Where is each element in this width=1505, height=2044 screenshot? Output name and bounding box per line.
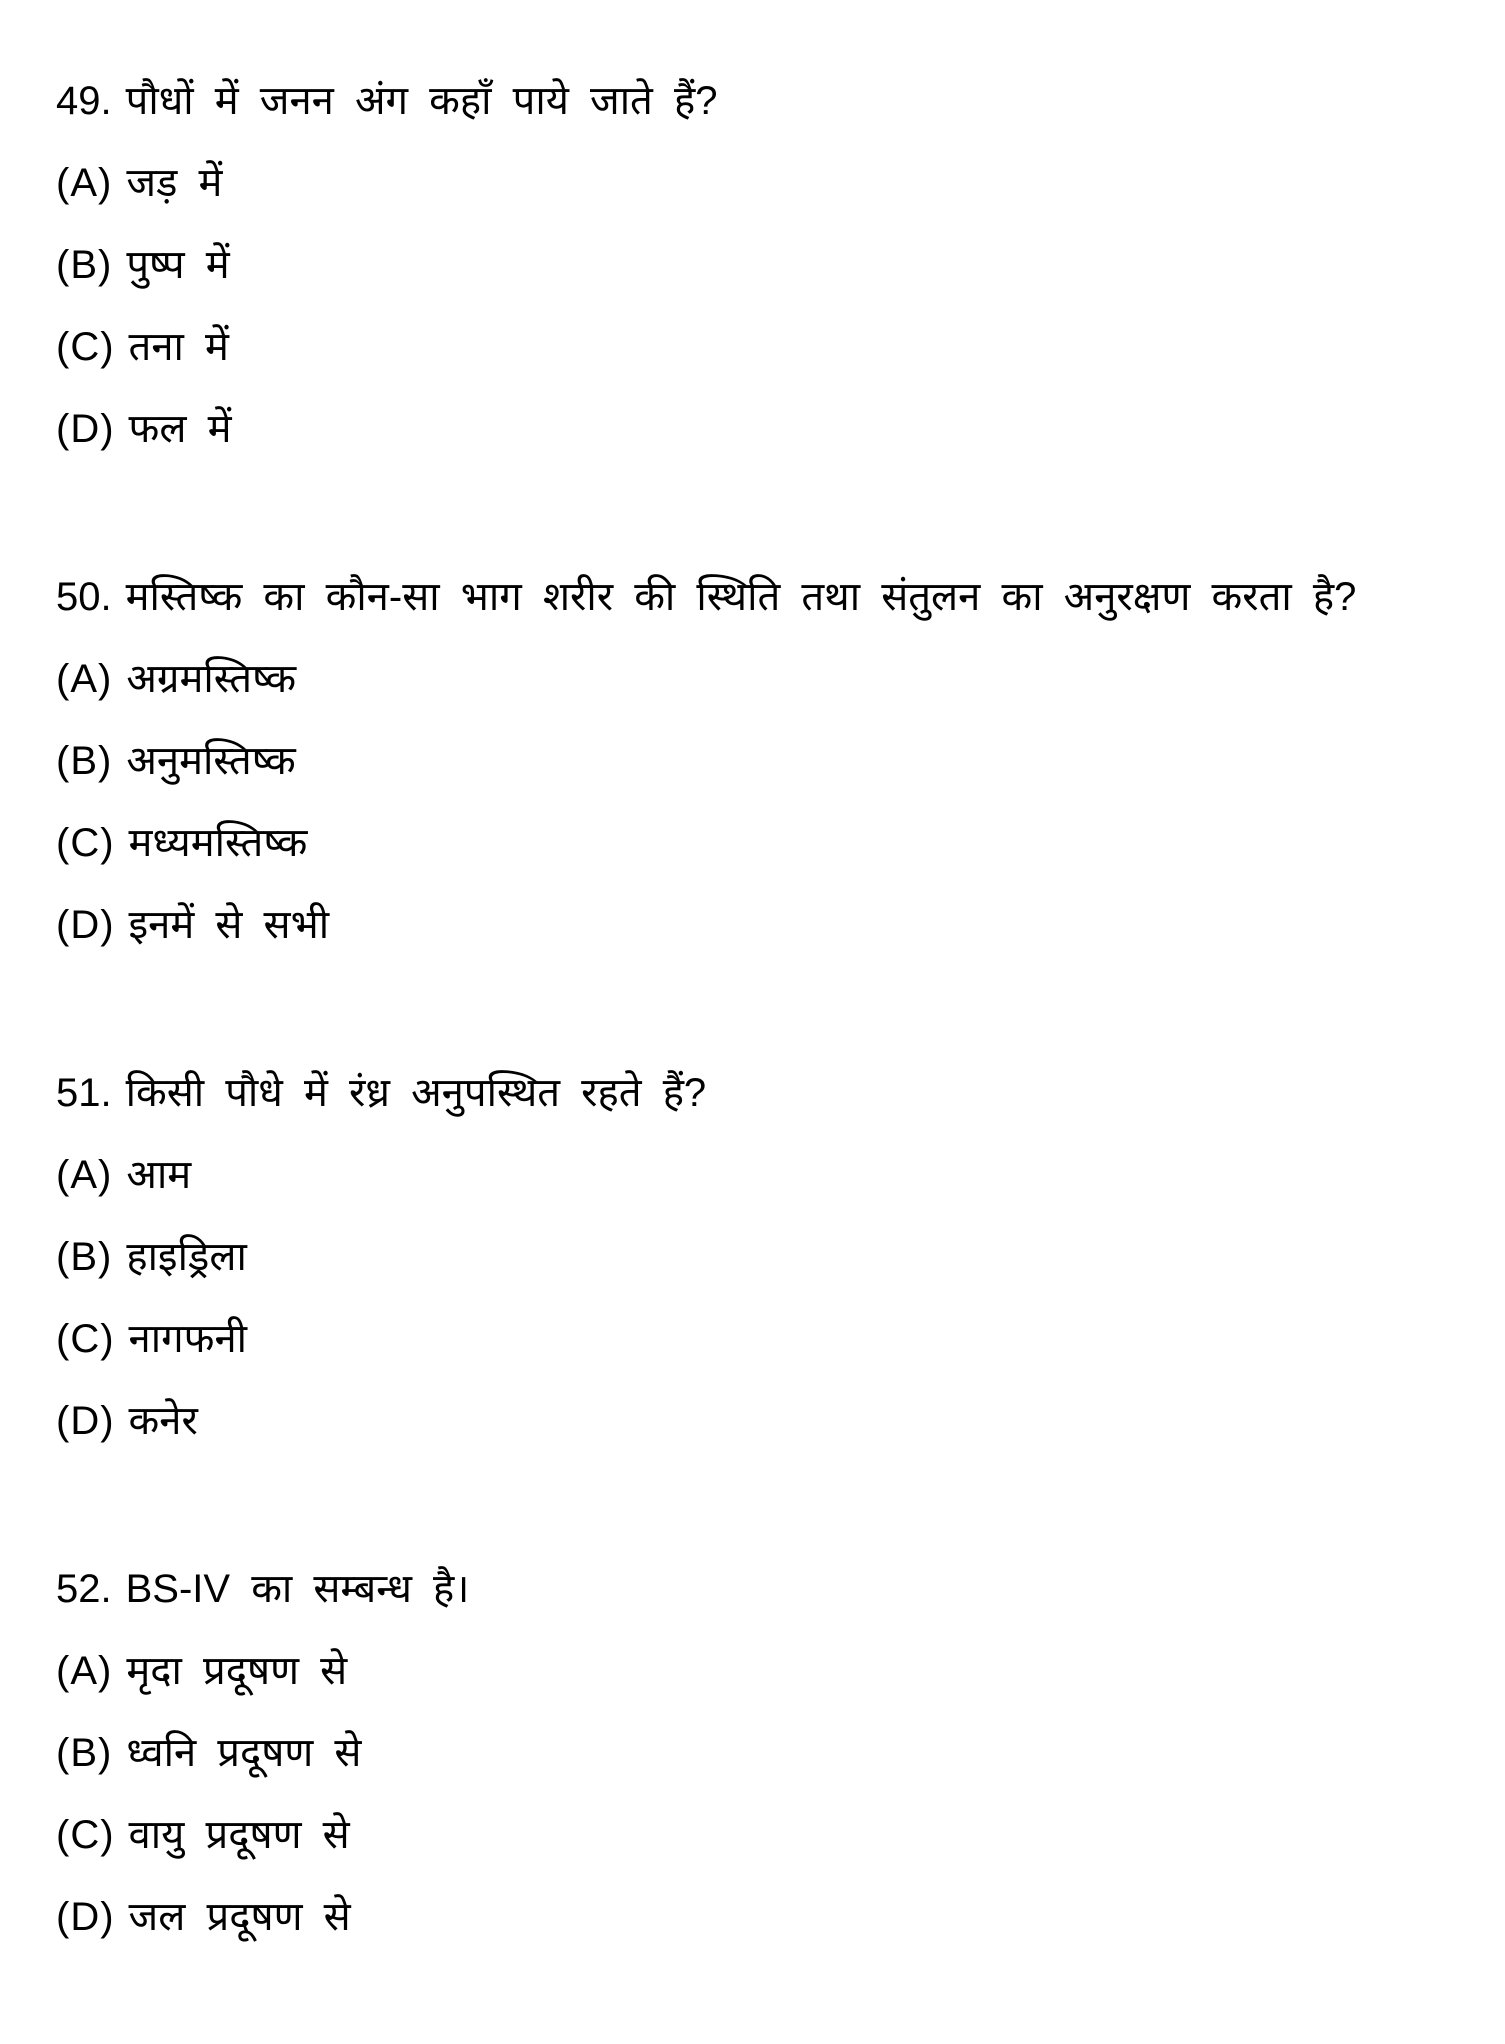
- option-letter: (C): [56, 1813, 115, 1857]
- option-letter: (B): [56, 1235, 113, 1279]
- question-52: [56, 1548, 1465, 1958]
- question-number: 51.: [56, 1071, 112, 1115]
- option-text: ध्वनि प्रदूषण से: [126, 1731, 362, 1775]
- option-text: जल प्रदूषण से: [128, 1895, 351, 1939]
- option-text: आम: [126, 1153, 192, 1197]
- option-text: जड़ में: [126, 161, 223, 205]
- option-b: [56, 1712, 1465, 1794]
- option-text: मध्यमस्तिष्क: [128, 821, 308, 865]
- option-text: मृदा प्रदूषण से: [126, 1649, 348, 1693]
- question-line: [56, 60, 1465, 142]
- option-letter: (B): [56, 243, 113, 287]
- option-text: इनमें से सभी: [128, 903, 330, 947]
- option-text: तना में: [128, 325, 229, 369]
- question-text: BS-IV का सम्बन्ध है।: [125, 1567, 470, 1611]
- option-text: कनेर: [128, 1399, 198, 1443]
- option-letter: (C): [56, 1317, 115, 1361]
- question-text: किसी पौधे में रंध्र अनुपस्थित रहते हैं?: [125, 1071, 707, 1115]
- option-b: [56, 1216, 1465, 1298]
- option-letter: (D): [56, 903, 115, 947]
- question-page: [56, 60, 1465, 2044]
- option-c: [56, 1298, 1465, 1380]
- option-text: नागफनी: [128, 1317, 248, 1361]
- question-line: [56, 1548, 1465, 1630]
- option-letter: (A): [56, 657, 113, 701]
- option-letter: (B): [56, 1731, 113, 1775]
- question-51: [56, 1052, 1465, 1462]
- question-line: [56, 556, 1465, 638]
- option-letter: (A): [56, 1153, 113, 1197]
- option-text: अनुमस्तिष्क: [126, 739, 296, 783]
- option-letter: (C): [56, 325, 115, 369]
- option-b: [56, 224, 1465, 306]
- question-number: 52.: [56, 1567, 112, 1611]
- option-c: [56, 802, 1465, 884]
- option-a: [56, 1630, 1465, 1712]
- option-text: पुष्प में: [126, 243, 230, 287]
- option-c: [56, 306, 1465, 388]
- option-text: वायु प्रदूषण से: [128, 1813, 350, 1857]
- option-b: [56, 720, 1465, 802]
- question-text: मस्तिष्क का कौन-सा भाग शरीर की स्थिति तथा संतुलन का अनुरक्षण करता है?: [125, 575, 1357, 619]
- question-49: [56, 60, 1465, 470]
- option-letter: (D): [56, 1399, 115, 1443]
- question-line: [56, 1052, 1465, 1134]
- option-a: [56, 142, 1465, 224]
- option-d: [56, 884, 1465, 966]
- option-letter: (A): [56, 161, 113, 205]
- option-a: [56, 1134, 1465, 1216]
- question-number: 50.: [56, 575, 112, 619]
- option-letter: (D): [56, 1895, 115, 1939]
- option-text: अग्रमस्तिष्क: [126, 657, 297, 701]
- option-text: फल में: [128, 407, 232, 451]
- question-50: [56, 556, 1465, 966]
- question-number: 49.: [56, 79, 112, 123]
- question-text: पौधों में जनन अंग कहाँ पाये जाते हैं?: [125, 79, 718, 123]
- option-text: हाइड्रिला: [126, 1235, 247, 1279]
- option-a: [56, 638, 1465, 720]
- option-d: [56, 388, 1465, 470]
- option-d: [56, 1876, 1465, 1958]
- option-letter: (B): [56, 739, 113, 783]
- option-letter: (C): [56, 821, 115, 865]
- option-letter: (D): [56, 407, 115, 451]
- option-letter: (A): [56, 1649, 113, 1693]
- option-c: [56, 1794, 1465, 1876]
- option-d: [56, 1380, 1465, 1462]
